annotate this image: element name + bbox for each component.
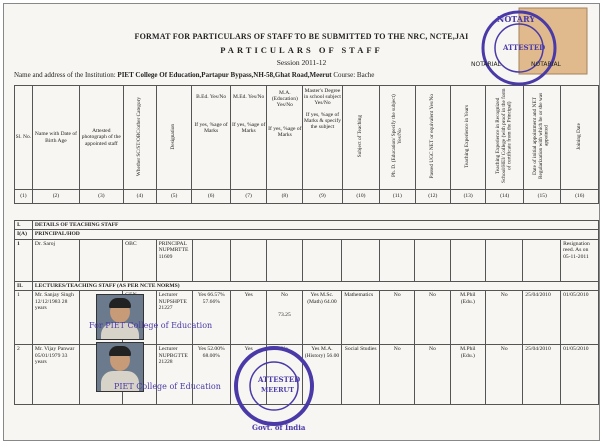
attestation-signature-1: For PIET College of Education xyxy=(89,321,213,330)
header-cell: Subject of Teaching xyxy=(342,86,379,190)
header-cell: M.A. (Education) Yes/No If yes, %age of Marks xyxy=(267,86,303,190)
staff-designation: Lecturer NUPSHPTE 21227 xyxy=(156,291,192,345)
header-cell: Name with Date of Birth Age xyxy=(32,86,79,190)
principal-designation: PRINCIPAL NUPMRTTE 11609 xyxy=(156,239,192,281)
staff-init: 25/04/2010 xyxy=(523,291,561,345)
column-number: (15) xyxy=(523,190,561,204)
section-row: I. DETAILS OF TEACHING STAFF xyxy=(15,221,599,230)
principal-joining: Resignation reed. As on 05-11-2011 xyxy=(561,239,599,281)
staff-name: Mr. Sanjay Singh 12/12/1983 28 years xyxy=(32,291,79,345)
column-number: (1) xyxy=(15,190,33,204)
document-subtitle: PARTICULARS OF STAFF xyxy=(220,45,383,55)
staff-net: No xyxy=(415,291,450,345)
institution-prefix: Name and address of the Institution: xyxy=(14,71,116,79)
staff-masters: Yes M.A. (History) 56.00 xyxy=(302,345,342,405)
column-number: (3) xyxy=(80,190,124,204)
session-label: Session 2011-12 xyxy=(276,58,327,67)
table-row: 2 Mr. Vijay Panwar 05/01/1979 33 years Lecturer NUPBGTTE 21228 Yes 52.00% 68.00% Yes No Yes M.A. (History) 56.00 Social Studies No No M.Phil (Edu.) No 25/04/2010 01/05/2010 xyxy=(15,345,599,405)
staff-ma: No xyxy=(267,345,302,405)
column-number: (9) xyxy=(303,190,343,204)
header-cell: Master's Degree in school subject Yes/No If yes, %age of Marks & specify the subject xyxy=(303,86,343,190)
column-number: (5) xyxy=(157,190,192,204)
seal-attested: ATTESTED xyxy=(258,375,301,384)
column-number: (6) xyxy=(192,190,231,204)
staff-bed: Yes 66.57% 57.66% xyxy=(192,291,230,345)
staff-designation: Lecturer NUPBGTTE 21228 xyxy=(156,345,192,405)
header-cell: Sl. No. xyxy=(15,86,33,190)
staff-ma: No 73.25 xyxy=(267,291,302,345)
header-label-row xyxy=(15,86,599,190)
header-cell: Teaching Experience in Years xyxy=(450,86,485,190)
institution-name: PIET College Of Education,Partapur Bypass,NH-58,Ghat Road,Meerut xyxy=(117,71,332,79)
staff-join: 01/05/2010 xyxy=(561,291,599,345)
header-cell: Whether SC/ST/OBC/other Category xyxy=(123,86,156,190)
header-cell: Joining Date xyxy=(561,86,599,190)
column-number: (4) xyxy=(123,190,156,204)
staff-phd: No xyxy=(380,345,415,405)
attestation-signature-2: PIET College of Education xyxy=(114,382,221,391)
header-cell: Teaching Experience in Recognized School/HEI/ College (with proof in the form of certificate from the Principal) xyxy=(486,86,524,190)
staff-phd: No xyxy=(380,291,415,345)
seal-stamp-icon xyxy=(232,334,316,438)
principal-row: 1 Dr. Saroj OBC PRINCIPAL NUPMRTTE 11609 Resignation reed. As on 05-11-2011 xyxy=(15,239,599,281)
staff-exp: M.Phil (Edu.) xyxy=(450,345,486,405)
section-title: LECTURES/TEACHING STAFF (AS PER NCTE NORMS) xyxy=(32,281,598,290)
attested-label: ATTESTED xyxy=(503,43,546,52)
notary-stamp-icon xyxy=(459,6,594,101)
seal-govt: Govt. of India xyxy=(252,423,306,432)
document-sheet xyxy=(3,3,600,441)
header-cell: Ph. D. (Education/ Specify the subject) Yes/No xyxy=(380,86,415,190)
column-number: (8) xyxy=(267,190,303,204)
principal-name: Dr. Saroj xyxy=(32,239,79,281)
staff-photo-1 xyxy=(96,294,144,340)
section-row: II. LECTURES/TEACHING STAFF (AS PER NCTE NORMS) xyxy=(15,281,599,290)
header-cell: M.Ed. Yes/No If yes, %age of Marks xyxy=(230,86,267,190)
column-number: (16) xyxy=(561,190,599,204)
document-title: FORMAT FOR PARTICULARS OF STAFF TO BE SUBMITTED TO THE NRC, NCTE,JAI xyxy=(134,32,469,41)
staff-subject: Social Studies xyxy=(342,345,380,405)
column-number: (10) xyxy=(342,190,379,204)
header-cell: Passed UGC NET or equivalent Yes/No xyxy=(415,86,450,190)
staff-med: Yes xyxy=(231,345,267,405)
course-label: Course: Bache xyxy=(333,71,375,79)
staff-net: No xyxy=(415,345,450,405)
column-number: (13) xyxy=(450,190,485,204)
header-cell: Date of initial appointment and NET Regularization with which he or she was appointed xyxy=(523,86,561,190)
staff-med: Yes xyxy=(231,291,267,345)
staff-subject: Mathematics xyxy=(342,291,380,345)
header-cell: Attested photograph of the appointed staff xyxy=(80,86,124,190)
principal-category: OBC xyxy=(123,239,156,281)
header-cell: Designation xyxy=(157,86,192,190)
column-number: (2) xyxy=(32,190,79,204)
column-number: (12) xyxy=(415,190,450,204)
staff-exp14: No xyxy=(486,291,523,345)
staff-exp: M.Phil (Edu.) xyxy=(450,291,486,345)
staff-name: Mr. Vijay Panwar 05/01/1979 33 years xyxy=(32,345,79,405)
notarial-left: NOTARIAL xyxy=(471,61,501,68)
header-table xyxy=(14,85,599,204)
section-row: I(A) PRINCIPAL/HOD xyxy=(15,230,599,239)
staff-join: 01/05/2010 xyxy=(561,345,599,405)
header-number-row xyxy=(15,190,599,204)
staff-masters: Yes M.Sc. (Math) 64.00 xyxy=(302,291,342,345)
column-number: (7) xyxy=(230,190,267,204)
table-row: 1 Mr. Sanjay Singh 12/12/1983 28 years Lecturer NUPSHPTE 21227 Yes 66.57% 57.66% Yes No 73.25 Yes M.Sc. (Math) 64.00 Mathematics No No M.Phil (Edu.) No 25/04/2010 01/05/2010 xyxy=(15,291,599,345)
staff-exp14: No xyxy=(486,345,523,405)
notary-label: NOTARY xyxy=(497,14,536,24)
column-number: (14) xyxy=(486,190,524,204)
staff-init: 25/04/2010 xyxy=(523,345,561,405)
staff-bed: Yes 52.00% 68.00% xyxy=(192,345,230,405)
section-title: PRINCIPAL/HOD xyxy=(32,230,598,239)
seal-city: MEERUT xyxy=(261,386,295,394)
column-number: (11) xyxy=(380,190,415,204)
header-cell: B.Ed. Yes/No If yes, %age of Marks xyxy=(192,86,231,190)
notarial-right: NOTARIAL xyxy=(531,61,561,68)
section-title: DETAILS OF TEACHING STAFF xyxy=(32,221,598,230)
